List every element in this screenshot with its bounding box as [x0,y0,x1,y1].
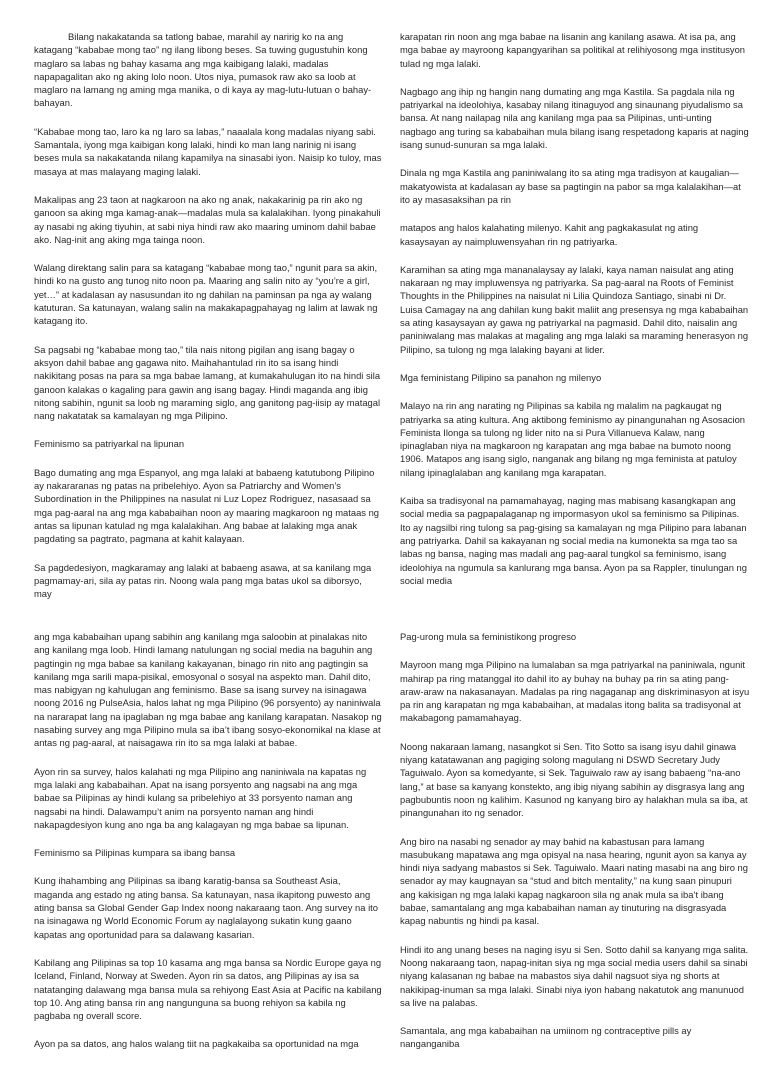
paragraph: Kabilang ang Pilipinas sa top 10 kasama ang mga bansa sa Nordic Europe gaya ng Iceland, Finland, Norway at Sweden. Ayon rin sa datos, ang Pilipinas ay isa sa natatanging dalawang mga bansa mula sa rehiyong East Asia at Pacific na kabilang top 10. Ang ating bansa rin ang nangunguna sa buong rehiyon sa kabila ng pagbaba ng overall score. [34,956,382,1022]
paragraph: Malayo na rin ang narating ng Pilipinas sa kabila ng malalim na pagkaugat ng patriyarka sa ating kultura. Ang aktibong feminismo ay pinangunahan ng Asosacion Feminista Ilonga sa tulong ng lider nito na si Pura Villanueva Kalaw, nang ipinaglaban niya na magkaroon ng karapatan ang mga babae na bumoto noong 1906. Matapos ang isang siglo, nanganak ang bilang ng mga feminista at patuloy nilang ipinaglalaban ang kanilang mga karapatan. [400,400,746,478]
paragraph: Hindi ito ang unang beses na naging isyu si Sen. Sotto dahil sa kanyang mga salita. Noong nakaraang taon, napag-initan siya ng mga social media users dahil sa sinabi niyang kalasanan ng babae na mabastos siya dahil nagsuot siya ng shorts at nakikipag-inuman sa mga lalaki. Sinabi niya iyon habang nakatutok ang manunuod sa live na palabas. [400,943,749,1008]
paragraph: Bilang nakakatanda sa tatlong babae, marahil ay naririg ko na ang katagang “kababae mong tao” ng ilang libong beses. Sa tuwing gugustuhin kong maglaro sa labas ng bahay kasama ang mga kaibigang lalaki, madalas napapagalitan ako ng aking lolo noon. Utos niya, pumasok raw ako sa loob at maglaro na lamang ng aming mga manika, o di kaya ay mag-lutu-lutuan o bahay-bahayan. [34,31,372,109]
paragraph: Kaiba sa tradisyonal na pamamahayag, naging mas mabisang kasangkapan ang social media sa pagpapalaganap ng impormasyon ukol sa feminismo sa Pilipinas. Ito ay nagsilbi ring tulong sa pag-gising sa kamalayan ng mga Pilipino para labanan ang patriyarka. Dahil sa kakayanan ng social media na kumonekta sa mga tao sa labas ng bansa, naging mas madali ang pag-aaral tungkol sa feminismo, isang ideolohiya na ngumula sa kanlurang mga bansa. Ayon pa sa Rappler, tinulungan ng social media [400,495,747,586]
paragraph: Makalipas ang 23 taon at nagkaroon na ako ng anak, nakakarinig pa rin ako ng ganoon sa aking mga kamag-anak—madalas mula sa kalalakihan. Iyong pinakahuli ay nasabi ng aking tiyuhin, at sabi niya hindi raw ako maaring uminom dahil babae ako. Nag-init ang aking mga tainga noon. [34,193,381,245]
column-bottom-right [400,630,750,1066]
section-heading: Pag-urong mula sa feministikong progreso [400,631,577,642]
paragraph: Samantala, ang mga kababaihan na umiinom ng contraceptive pills ay nanganganiba [400,1025,692,1050]
paragraph: Ayon pa sa datos, ang halos walang tiit na pagkakaiba sa oportunidad na mga [34,1038,359,1050]
paragraph: Bago dumating ang mga Espanyol, ang mga lalaki at babaeng katutubong Pilipino ay nakararanas ng patas na pribelehiyo. Ayon sa Patriarchy and Women’s Subordination in the Philippines na nasulat ni Luz Lopez Rodriguez, nasasaad sa mga pag-aaral na ang mga kababaihan noon ay maaring magkaroon ng mataas ng antas sa lipunan katulad ng mga kalalakihan. Ang babae at lalaking mga anak pagdating sa pagtrato, pagmana at kahit kalayaan. [34,466,380,545]
paragraph: “Kababae mong tao, laro ka ng laro sa labas,” naaalala kong madalas niyang sabi. Samantala, iyong mga kaibigan kong lalaki, hindi ko man lang narinig ni isang beses mula sa nakakatanda nilang kapamilya na sinasabi iyon. Naisip ko tuloy, mas masaya at mas malayang maging lalaki. [34,125,382,177]
paragraph: Walang direktang salin para sa katagang “kababae mong tao,” ngunit para sa akin, hindi ko na gusto ang tunog nito noon pa. Maaring ang salin nito ay “you’re a girl, yet…” at kadalasan ay nasusundan ito ng dahilan na paminsan pa nga ay walang katuturan. Sa katunayan, walang salin na makakapagpahayag ng lalim at lawak ng katagang ito. [34,262,378,327]
paragraph: Kung ihahambing ang Pilipinas sa ibang karatig-bansa sa Southeast Asia, maganda ang estado ng ating bansa. Sa katunayan, nasa ikapitong puwesto ang ating bansa sa Global Gender Gap Index noong nakaraang taon. Ang survey na ito na isinagawa ng World Economic Forum ay naglalayong sukatin kung gaano kapatas ang oportunidad para sa dalawang kasarian. [34,875,378,940]
paragraph: ang mga kababaihan upang sabihin ang kanilang mga saloobin at pinalakas nito ang kanilang mga loob. Hindi lamang natulungan ng social media na baguhin ang pagtingin ng mga babae sa kanilang kakayanan, binago rin nito ang pagtingin sa kanilang mga sarili mapa-pisikal, emosyonal o sosyal na aspekto man. Dahil dito, mas nabigyan ng kahulugan ang feminismo. Base sa isang survey na isinagawa noong 2016 ng PulseAsia, halos lahat ng mga Pilipino (96 porsyento) ay naniniwala na nararapat lang na ipaglaban ng mga babae ang kanilang karapatan. Nasakop ng nasabing survey ang mga Pilipino mula sa iba’t ibang sosyo-ekonomikal na klase at antas ng pag-aaral, at naisagawa rin ito sa mga lalaki at babae. [34,631,382,749]
paragraph: Dinala ng mga Kastila ang paniniwalang ito sa ating mga tradisyon at kaugalian—makatyowista at kadalasan ay base sa pagtingin na pabor sa mga kalalakihan—at ito ay masasaksihan pa rin [400,167,741,205]
section-heading: Feminismo sa Pilipinas kumpara sa ibang bansa [34,847,236,859]
column-top-left [34,30,382,615]
column-bottom-left [34,630,382,1066]
paragraph: matapos ang halos kalahating milenyo. Kahit ang pagkakasulat ng ating kasaysayan ay naimpluwensyahan rin ng patriyarka. [400,222,699,247]
paragraph: Ayon rin sa survey, halos kalahati ng mga Pilipino ang naniniwala na kapatas ng mga lalaki ang kababaihan. Apat na isang porsyento ang nagsabi na ang mga babae sa Pilipinas ay hindi kulang sa pribelehiyo at 33 porsyento naman ang nagsabi na hindi. Dalawampu’t anim na porsyento naman ang hindi nakapagdesiyon kung ano nga ba ang kalagayan ng mga babae sa lipunan. [34,765,367,830]
paragraph: Karamihan sa ating mga mananalaysay ay lalaki, kaya naman naisulat ang ating nakaraan ng may impluwensya ng patriyarka. Sa pag-aaral na Roots of Feminist Thoughts in the Philippines na naisulat ni Lilia Quindoza Santiago, sinabi ni Dr. Luisa Camagay na ang dahilan kung bakit maliit ang presensya ng mga kababaihan sa ating kasaysayan ay gawa ng patriyarkal na pagmasid. Dahil dito, naisalin ang paniniwalang mas malakas at magaling ang mga lalaki sa maraming henerasyon ng Pilipino, sa tulong ng mga lalaking bayani at lider. [400,263,749,355]
paragraph: Sa pagsabi ng “kababae mong tao,” tila nais nitong pigilan ang isang bagay o aksyon dahil babae ang gagawa nito. Maihahantulad rin ito sa isang hindi nakikitang posas na para sa mga babae lamang, at kumakahulugan ito na hindi sila ganoon kalakas o kagaling para gawin ang isang bagay. Hindi maganda ang ibig nitong sabihin, ngunit sa loob ng maraming siglo, ang ganitong pag-iisip ay matagal nang nakatatak sa kamalayan ng mga Pilipino. [34,343,381,422]
paragraph: Nagbago ang ihip ng hangin nang dumating ang mga Kastila. Sa pagdala nila ng patriyarkal na ideolohiya, kasabay nilang itinaguyod ang sinaunang piyudalismo sa bansa. At nang nailapag nila ang kanilang mga paa sa Pilipinas, unti-unting nagbago ang turing sa kababaihan mula bilang isang respetadong kaparis at naging isang sunud-sunuran sa mga lalaki. [400,85,749,151]
section-heading: Feminismo sa patriyarkal na lipunan [34,438,185,450]
paragraph: karapatan rin noon ang mga babae na lisanin ang kanilang asawa. At isa pa, ang mga babae ay mayroong kapangyarihan sa politikal at relihiyosong mga institusyon tulad ng mga lalaki. [400,31,745,69]
paragraph: Mayroon mang mga Pilipino na lumalaban sa mga patriyarkal na paniniwala, ngunit mahirap pa ring matanggal ito dahil ito ay buhay na buhay pa rin sa ating pang-araw-araw na nakasanayan. Madalas pa ring nagaganap ang diskriminasyon at isyu pa rin ang karapatan ng mga kababaihan, at madalas itong balita sa tradisyonal at makabagong pamamahayag. [400,659,750,724]
section-heading: Mga feministang Pilipino sa panahon ng milenyo [400,371,602,383]
paragraph: Noong nakaraan lamang, nasangkot si Sen. Tito Sotto sa isang isyu dahil ginawa niyang katatawanan ang pagiging solong magulang ni DSWD Secretary Judy Taguiwalo. Ayon sa komedyante, si Sek. Taguiwalo raw ay isang babaeng “na-ano lang,” at base sa kanyang konstekto, ang ibig niyang sabihin ay disgrasya lang ang pagbubuntis noon ng kalihim. Kasunod ng kanyang biro ay halakhan mula sa iba, at pinangunahan ito ng senador. [400,740,748,819]
paragraph: Sa pagdedesiyon, magkaramay ang lalaki at babaeng asawa, at sa kanilang mga pagmamay-ari, sila ay patas rin. Noong wala pang mga batas ukol sa diborsyo, may [34,561,372,600]
column-top-right [400,30,750,602]
paragraph: Ang biro na nasabi ng senador ay may bahid na kabastusan para lamang masubukang mapatawa ang mga opisyal na nasa hearing, ngunit ayon sa kanya ay hindi niya sadyang mabastos si Sek. Taguiwalo. Maari nating masabi na ang biro ng senador ay may kaugnayan sa “stud and bitch mentality,” na kung saan pinupuri ang kakisigan ng mga lalaki kapag nagkaroon sila ng anak mula sa iba’t ibang babae, samantalang ang mga kababaihan naman ay tinuturing na disgrasyada kapag nabuntis ng hindi pa kasal. [400,835,748,927]
